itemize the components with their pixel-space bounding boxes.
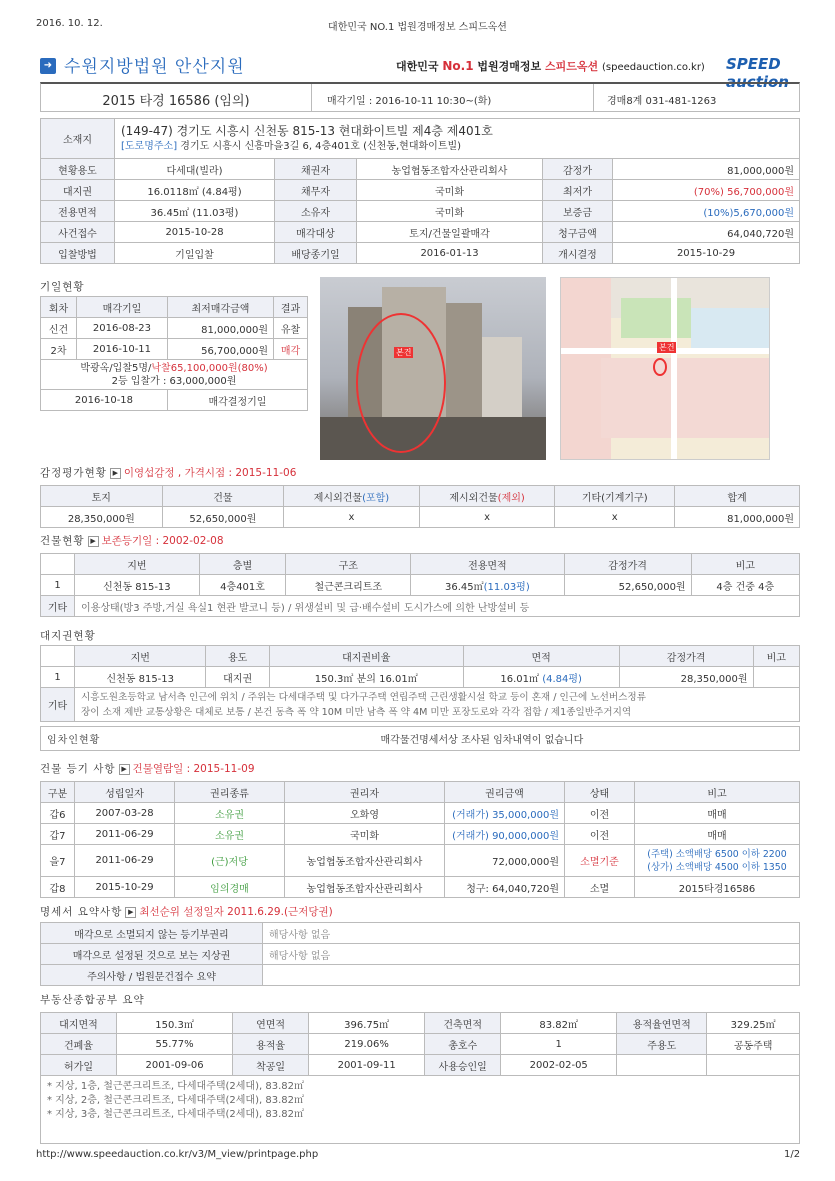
table-row [41, 1034, 800, 1055]
table-cell: 제시외건물(제외) [419, 486, 555, 507]
footer-url[interactable]: http://www.speedauction.co.kr/v3/M_view/printpage.php [36, 1149, 319, 1160]
table-cell: 매각물건명세서상 조사된 임차내역이 없습니다 [191, 727, 800, 751]
table-cell: 현황용도 [41, 159, 115, 180]
table-cell: 용적율연면적 [617, 1013, 707, 1034]
table-cell: (거래가) 90,000,000원 [445, 824, 565, 845]
table-cell: 2016-10-18 [41, 390, 168, 411]
table-cell: 52,650,000원 [564, 575, 691, 596]
table-cell: 16.0118㎡ (4.84평) [115, 180, 275, 201]
table-row [41, 297, 308, 318]
table-cell: 착공일 [233, 1055, 309, 1076]
table-cell: 감정가 [543, 159, 613, 180]
schedule-table [40, 296, 308, 411]
table-cell: 소유권 [175, 803, 285, 824]
table-cell: 총호수 [425, 1034, 501, 1055]
table-cell: 대지권비율 [269, 646, 463, 667]
table-cell: 72,000,000원 [445, 845, 565, 877]
table-row [41, 782, 800, 803]
table-cell: 64,040,720원 [613, 222, 800, 243]
table-cell: 대지면적 [41, 1013, 117, 1034]
table-cell: 150.3㎡ [117, 1013, 233, 1034]
play-icon[interactable]: ▶ [110, 468, 121, 479]
table-cell: 공동주택 [707, 1034, 800, 1055]
table-cell: 지번 [75, 646, 206, 667]
address-main: (149-47) 경기도 시흥시 신천동 815-13 현대화이트빌 제4층 제401호 [121, 123, 493, 138]
table-row [41, 486, 800, 507]
table-cell: 기타 [41, 596, 75, 617]
table-cell: 구조 [286, 554, 411, 575]
tenant-table [40, 726, 800, 751]
brand-logo: SPEED auction [726, 55, 789, 91]
table-row [41, 1013, 800, 1034]
table-cell: 해당사항 없음 [263, 923, 800, 944]
table-cell: 농업협동조합자산관리회사 [357, 159, 543, 180]
table-cell: 대지권 [206, 667, 269, 688]
table-cell: 396.75㎡ [309, 1013, 425, 1034]
table-row [41, 119, 800, 159]
play-icon[interactable]: ▶ [125, 907, 136, 918]
table-cell: 이용상태(방3 주방,거실 욕실1 현관 발코니 등) / 위생설비 및 급·배수설비 도시가스에 의한 난방설비 등 [75, 596, 800, 617]
summary-title: 명세서 요약사항 ▶ 최선순위 설정일자 2011.6.29.(근저당권) [40, 906, 333, 918]
table-cell: 권리자 [285, 782, 445, 803]
table-cell [41, 554, 75, 575]
table-row [41, 688, 800, 722]
print-date: 2016. 10. 12. [36, 18, 103, 29]
appraisal-title: 감정평가현황 ▶ 이영섭감정 , 가격시점 : 2015-11-06 [40, 467, 297, 479]
table-cell: 토지/건물일괄매각 [357, 222, 543, 243]
table-cell: 매각으로 설정된 것으로 보는 지상권 [41, 944, 263, 965]
table-cell [753, 667, 799, 688]
schedule-row [41, 318, 308, 339]
table-cell: 채권자 [275, 159, 357, 180]
play-icon[interactable]: ▶ [88, 536, 99, 547]
arrow-right-icon: ➜ [40, 58, 56, 74]
table-cell: 면적 [463, 646, 619, 667]
table-cell: 개시결정 [543, 243, 613, 264]
table-cell: 청구: 64,040,720원 [445, 877, 565, 898]
table-cell [617, 1055, 707, 1076]
table-cell: 사건접수 [41, 222, 115, 243]
registry-title: 건물 등기 사항 ▶ 건물열람일 : 2015-11-09 [40, 763, 255, 775]
table-cell: 219.06% [309, 1034, 425, 1055]
table-row [41, 944, 800, 965]
table-cell: 1 [41, 667, 75, 688]
table-cell: 농업협동조합자산관리회사 [285, 845, 445, 877]
table-cell: 최저매각금액 [167, 297, 273, 318]
table-cell: 2016-10-11 [77, 339, 168, 360]
road-address-tag[interactable]: [도로명주소] [121, 140, 178, 152]
table-cell: 감정가격 [564, 554, 691, 575]
building-photo[interactable] [320, 277, 546, 460]
table-cell: 28,350,000원 [41, 507, 163, 528]
case-number: 2015 타경 16586 (임의) [102, 94, 250, 109]
table-row [41, 360, 308, 390]
table-cell: 허가일 [41, 1055, 117, 1076]
table-row [41, 596, 800, 617]
land-title: 대지권현황 [40, 630, 96, 642]
table-cell: 보증금 [543, 201, 613, 222]
table-cell: 81,000,000원 [167, 318, 273, 339]
table-cell: 시흥도원초등학교 남서측 인근에 위치 / 주위는 다세대주택 및 다가구주택 연립주택 근린생활시설 학교 등이 혼재 / 인근에 노선버스정류 장이 소재 제반 교통상황은 대체로 보통 / 본건 동측 폭 약 10M 미만 남측 폭 약 4M 미만 포장도로와 각각 접함 / 제1종일반주거지역 [75, 688, 800, 722]
table-cell: 갑7 [41, 824, 75, 845]
table-cell: 2015-10-28 [115, 222, 275, 243]
table-cell: 건축면적 [425, 1013, 501, 1034]
schedule-title: 기일현황 [40, 281, 85, 293]
table-cell: 기타(기계기구) [555, 486, 675, 507]
table-cell: 2011-06-29 [75, 824, 175, 845]
table-cell: 81,000,000원 [675, 507, 800, 528]
table-cell: 다세대(빌라) [115, 159, 275, 180]
table-cell: 이전 [565, 824, 635, 845]
address-cell [115, 119, 800, 159]
table-cell: 층별 [199, 554, 286, 575]
table-cell: 매각기일 [77, 297, 168, 318]
table-cell: 81,000,000원 [613, 159, 800, 180]
table-cell: 1 [501, 1034, 617, 1055]
table-cell: 36.45㎡ (11.03평) [115, 201, 275, 222]
building-label: 본건 [396, 348, 412, 357]
table-cell: 지번 [75, 554, 200, 575]
table-cell: 임의경매 [175, 877, 285, 898]
building-title: 건물현황 ▶ 보존등기일 : 2002-02-08 [40, 535, 224, 547]
table-cell: 연면적 [233, 1013, 309, 1034]
info-row [41, 243, 800, 264]
table-cell: 주용도 [617, 1034, 707, 1055]
table-cell [263, 965, 800, 986]
table-cell: 2015타경16586 [635, 877, 800, 898]
table-cell: (10%)5,670,000원 [613, 201, 800, 222]
table-cell: 구분 [41, 782, 75, 803]
table-cell: 소멸기준 [565, 845, 635, 877]
table-cell: 전용면적 [41, 201, 115, 222]
table-cell: 매매 [635, 824, 800, 845]
registry-table [40, 781, 800, 898]
table-row [41, 646, 800, 667]
table-cell: 국미화 [357, 180, 543, 201]
table-cell: 사용승인일 [425, 1055, 501, 1076]
road-address: 경기도 시흥시 신흥마을3길 6, 4층401호 (신천동,현대화이트빌) [180, 140, 462, 152]
land-table [40, 645, 800, 722]
table-cell: * 지상, 1층, 철근콘크리트조, 다세대주택(2세대), 83.82㎡ * 지상, 2층, 철근콘크리트조, 다세대주택(2세대), 83.82㎡ * 지상, 3층, 철근콘크리트조, 다세대주택(2세대), 83.82㎡ [41, 1076, 800, 1144]
table-cell: 2차 [41, 339, 77, 360]
table-cell: 비고 [691, 554, 799, 575]
table-cell: (근)저당 [175, 845, 285, 877]
court-dept: 경매8계 031-481-1263 [607, 96, 717, 107]
table-cell: 을7 [41, 845, 75, 877]
table-cell: 국미화 [285, 824, 445, 845]
table-cell: 2002-02-05 [501, 1055, 617, 1076]
table-cell: 신건 [41, 318, 77, 339]
table-cell: 52,650,000원 [162, 507, 284, 528]
court-bar [40, 52, 800, 91]
table-cell: 농업협동조합자산관리회사 [285, 877, 445, 898]
table-cell: 매매 [635, 803, 800, 824]
table-cell: 이전 [565, 803, 635, 824]
play-icon[interactable]: ▶ [119, 764, 130, 775]
info-row [41, 180, 800, 201]
page-number: 1/2 [784, 1149, 801, 1160]
brand-text: 대한민국 No.1 법원경매정보 스피드옥션 (speedauction.co.kr) [396, 59, 705, 73]
court-name: 수원지방법원 안산지원 [64, 57, 245, 77]
address-label: 소재지 [41, 119, 115, 159]
table-cell: 유찰 [274, 318, 308, 339]
table-cell: 매각결정기일 [167, 390, 307, 411]
table-cell: 제시외건물(포함) [284, 486, 420, 507]
table-cell: 2015-10-29 [75, 877, 175, 898]
table-cell: 4층 건중 4층 [691, 575, 799, 596]
min-price: (70%) 56,700,000원 [613, 180, 800, 201]
table-cell: 최저가 [543, 180, 613, 201]
registry-row [41, 877, 800, 898]
table-cell: 56,700,000원 [167, 339, 273, 360]
table-cell: 매각으로 소멸되지 않는 등기부권리 [41, 923, 263, 944]
schedule-row [41, 339, 308, 360]
table-cell: 감정가격 [619, 646, 753, 667]
table-cell: 83.82㎡ [501, 1013, 617, 1034]
table-cell: x [284, 507, 420, 528]
info-row [41, 222, 800, 243]
table-cell: 국미화 [357, 201, 543, 222]
table-cell: 회차 [41, 297, 77, 318]
table-cell: 갑6 [41, 803, 75, 824]
table-row [41, 1055, 800, 1076]
table-cell: 배당종기일 [275, 243, 357, 264]
table-cell: 소유권 [175, 824, 285, 845]
table-cell: (거래가) 35,000,000원 [445, 803, 565, 824]
table-cell: 권리종류 [175, 782, 285, 803]
registry-row [41, 803, 800, 824]
table-row [41, 575, 800, 596]
table-cell: 주의사항 / 법원문건접수 요약 [41, 965, 263, 986]
table-cell: 329.25㎡ [707, 1013, 800, 1034]
print-title: 대한민국 NO.1 법원경매정보 스피드옥션 [328, 22, 507, 33]
table-cell: 해당사항 없음 [263, 944, 800, 965]
table-cell: 철근콘크리트조 [286, 575, 411, 596]
table-cell: 용도 [206, 646, 269, 667]
table-cell: 2016-01-13 [357, 243, 543, 264]
table-cell: 150.3㎡ 분의 16.01㎡ [269, 667, 463, 688]
registry-row [41, 824, 800, 845]
table-cell: 비고 [635, 782, 800, 803]
table-cell: 토지 [41, 486, 163, 507]
table-cell: 기일입찰 [115, 243, 275, 264]
table-row [41, 1076, 800, 1144]
table-cell [707, 1055, 800, 1076]
building-table [40, 553, 800, 617]
table-cell: 매각대상 [275, 222, 357, 243]
table-cell: (주택) 소액배당 6500 이하 2200 (상가) 소액배당 4500 이하 1350 [635, 845, 800, 877]
realestate-title: 부동산종합공부 요약 [40, 994, 145, 1006]
info-row [41, 159, 800, 180]
table-row [41, 390, 308, 411]
table-row [41, 965, 800, 986]
table-cell: 건폐율 [41, 1034, 117, 1055]
table-cell: 소유자 [275, 201, 357, 222]
table-cell: 오화영 [285, 803, 445, 824]
table-cell: 용적율 [233, 1034, 309, 1055]
location-map[interactable] [560, 277, 770, 460]
table-cell: 2011-06-29 [75, 845, 175, 877]
table-cell: 4층401호 [199, 575, 286, 596]
table-cell: 기타 [41, 688, 75, 722]
table-cell: 합계 [675, 486, 800, 507]
table-cell: 결과 [274, 297, 308, 318]
table-cell [41, 646, 75, 667]
auction-date: 매각기일 : 2016-10-11 10:30~(화) [327, 96, 492, 107]
registry-row [41, 845, 800, 877]
table-cell: 55.77% [117, 1034, 233, 1055]
table-cell: 신천동 815-13 [75, 575, 200, 596]
table-row [41, 667, 800, 688]
table-cell: 청구금액 [543, 222, 613, 243]
case-bar [40, 82, 800, 112]
table-cell: 임차인현황 [41, 727, 191, 751]
table-cell: 대지권 [41, 180, 115, 201]
info-table [40, 118, 800, 264]
table-cell: 2007-03-28 [75, 803, 175, 824]
table-cell: 1 [41, 575, 75, 596]
table-cell: 36.45㎡(11.03평) [411, 575, 564, 596]
table-cell: 2016-08-23 [77, 318, 168, 339]
table-row [41, 507, 800, 528]
table-row [41, 923, 800, 944]
table-cell: 입찰방법 [41, 243, 115, 264]
table-cell: 전용면적 [411, 554, 564, 575]
table-cell: 건물 [162, 486, 284, 507]
table-cell: 비고 [753, 646, 799, 667]
table-cell: 2001-09-06 [117, 1055, 233, 1076]
table-cell: x [419, 507, 555, 528]
table-cell: 28,350,000원 [619, 667, 753, 688]
table-cell: 2015-10-29 [613, 243, 800, 264]
table-cell: x [555, 507, 675, 528]
table-cell: 2001-09-11 [309, 1055, 425, 1076]
table-cell: 채무자 [275, 180, 357, 201]
realestate-table [40, 1012, 800, 1144]
table-cell: 상태 [565, 782, 635, 803]
info-row [41, 201, 800, 222]
appraisal-table [40, 485, 800, 528]
table-cell: 소멸 [565, 877, 635, 898]
table-cell: 16.01㎡ (4.84평) [463, 667, 619, 688]
table-cell: 성립일자 [75, 782, 175, 803]
map-label: 본건 [659, 343, 675, 352]
table-cell: 권리금액 [445, 782, 565, 803]
summary-table [40, 922, 800, 986]
table-row [41, 554, 800, 575]
table-cell: 갑8 [41, 877, 75, 898]
winner-info: 박광옥/입찰5명/낙찰65,100,000원(80%) 2등 입찰가 : 63,000,000원 [41, 360, 308, 390]
table-row [41, 727, 800, 751]
table-cell: 신천동 815-13 [75, 667, 206, 688]
table-cell: 매각 [274, 339, 308, 360]
